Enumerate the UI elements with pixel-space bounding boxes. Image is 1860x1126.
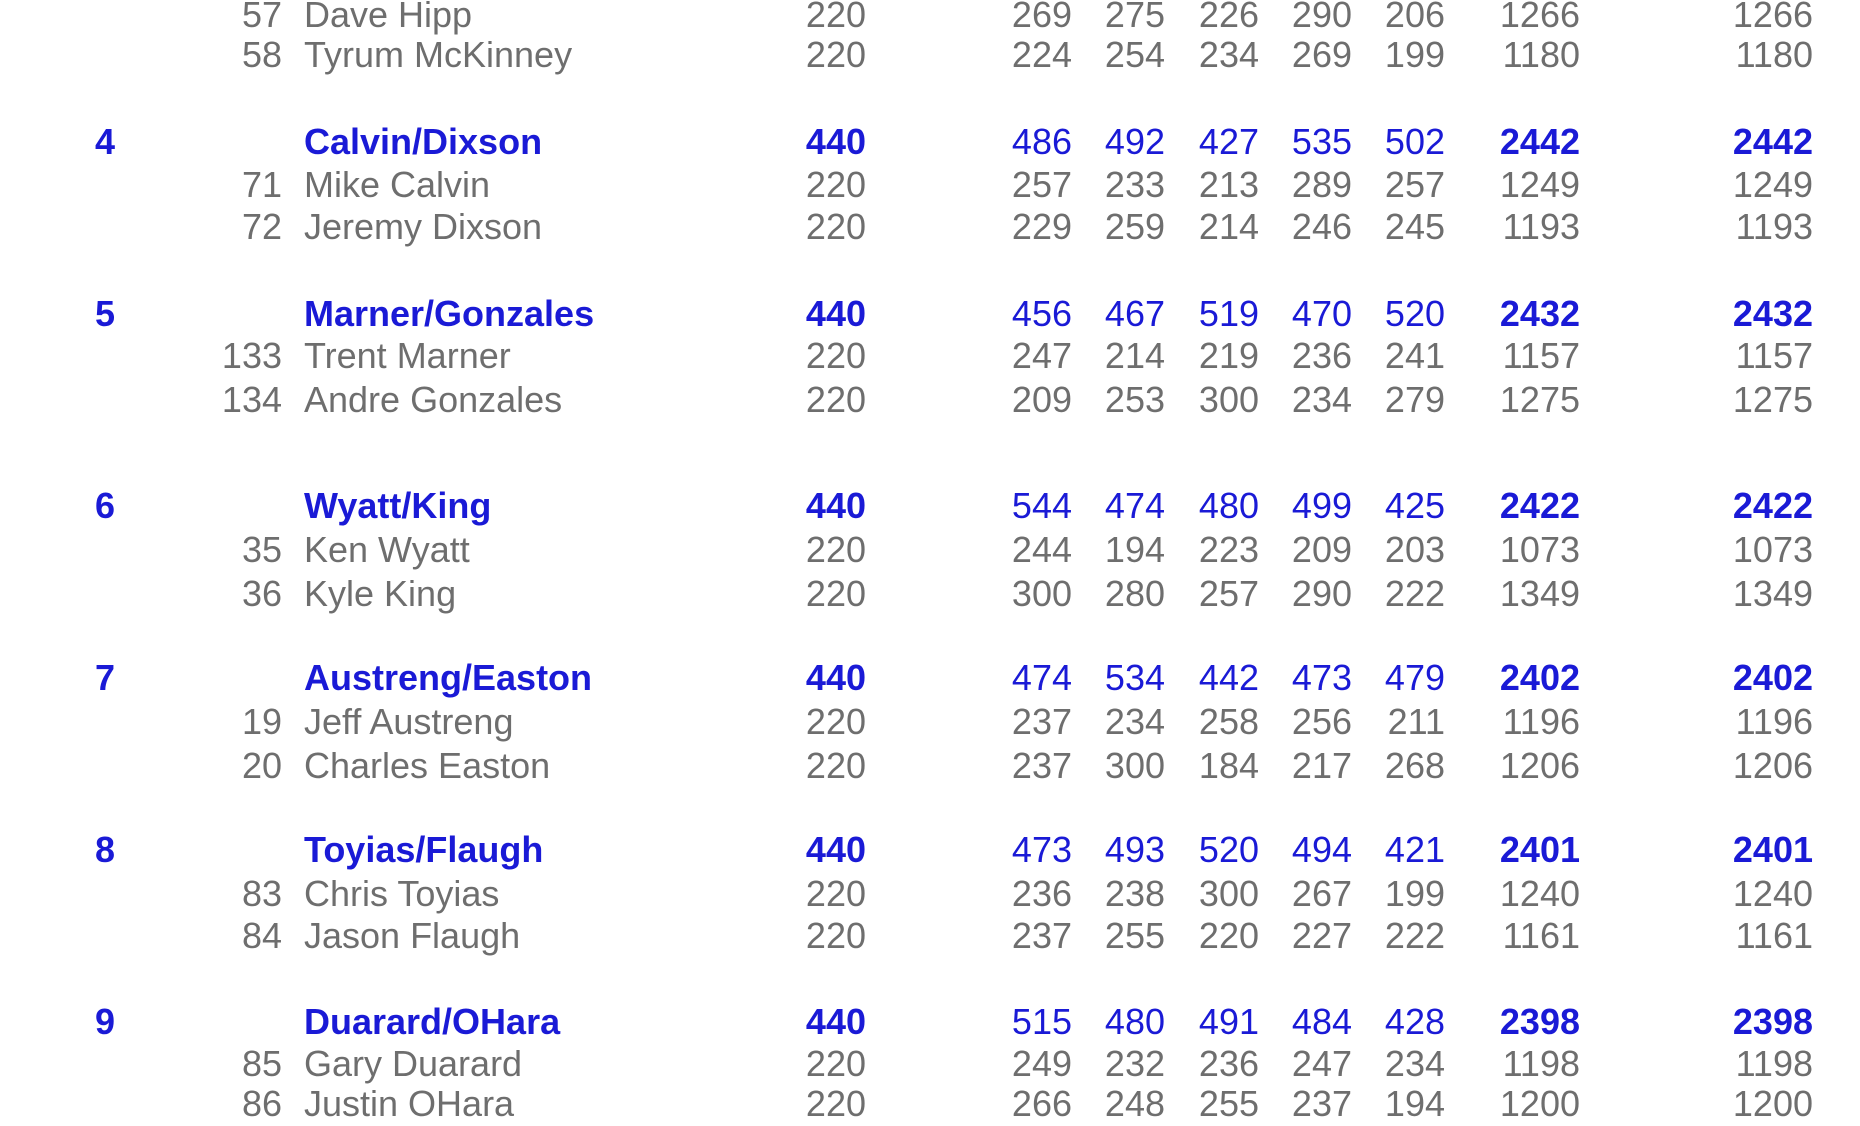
team-scratch-total: 2401 xyxy=(1499,829,1580,870)
game-3: 255 xyxy=(1198,1083,1259,1124)
game-5: 211 xyxy=(1387,701,1445,742)
bowler-number: 19 xyxy=(241,701,282,742)
game-3: 214 xyxy=(1198,206,1259,247)
game-3: 184 xyxy=(1198,745,1259,786)
handicap: 220 xyxy=(805,915,866,956)
bowler-name: Gary Duarard xyxy=(304,1043,523,1084)
game-1: 473 xyxy=(1011,829,1072,870)
bowler-name: Andre Gonzales xyxy=(304,379,563,420)
game-2: 480 xyxy=(1104,1001,1165,1042)
bowler-name: Mike Calvin xyxy=(304,164,491,205)
game-2: 492 xyxy=(1104,121,1165,162)
game-1: 237 xyxy=(1011,745,1072,786)
handicap-total: 1275 xyxy=(1732,379,1813,420)
game-4: 246 xyxy=(1291,206,1352,247)
game-5: 203 xyxy=(1384,529,1445,570)
scratch-total: 1161 xyxy=(1502,915,1580,956)
bowler-number: 85 xyxy=(241,1043,282,1084)
game-1: 236 xyxy=(1011,873,1072,914)
handicap-total: 1249 xyxy=(1732,164,1813,205)
scratch-total: 1206 xyxy=(1499,745,1580,786)
game-4: 227 xyxy=(1291,915,1352,956)
team-rank: 7 xyxy=(95,657,116,698)
bowler-name: Jason Flaugh xyxy=(304,915,521,956)
game-3: 427 xyxy=(1198,121,1259,162)
handicap: 220 xyxy=(805,701,866,742)
game-1: 300 xyxy=(1011,573,1072,614)
game-3: 480 xyxy=(1198,485,1259,526)
team-rank: 5 xyxy=(95,293,116,334)
game-2: 259 xyxy=(1104,206,1165,247)
game-2: 280 xyxy=(1104,573,1165,614)
game-4: 290 xyxy=(1291,573,1352,614)
team-row xyxy=(0,484,1860,528)
handicap: 220 xyxy=(805,1043,866,1084)
game-4: 269 xyxy=(1291,34,1352,75)
game-5: 425 xyxy=(1384,485,1445,526)
game-4: 484 xyxy=(1291,1001,1352,1042)
game-2: 534 xyxy=(1104,657,1165,698)
game-4: 209 xyxy=(1291,529,1352,570)
game-4: 470 xyxy=(1291,293,1352,334)
game-5: 279 xyxy=(1384,379,1445,420)
team-row xyxy=(0,1000,1860,1044)
bowler-name: Trent Marner xyxy=(304,335,511,376)
handicap: 220 xyxy=(805,164,866,205)
handicap: 220 xyxy=(805,873,866,914)
bowler-number: 57 xyxy=(241,0,282,35)
game-5: 194 xyxy=(1384,1083,1445,1124)
bowler-row xyxy=(0,744,1860,788)
bowler-row xyxy=(0,872,1860,916)
game-1: 266 xyxy=(1011,1083,1072,1124)
bowler-number: 35 xyxy=(241,529,282,570)
game-2: 233 xyxy=(1104,164,1165,205)
scratch-total: 1240 xyxy=(1499,873,1580,914)
team-handicap-total: 2401 xyxy=(1732,829,1813,870)
bowler-name: Jeremy Dixson xyxy=(304,206,543,247)
bowler-name: Jeff Austreng xyxy=(304,701,514,742)
handicap-total: 1200 xyxy=(1732,1083,1813,1124)
game-5: 206 xyxy=(1384,0,1445,35)
bowler-name: Kyle King xyxy=(304,573,457,614)
bowler-name: Charles Easton xyxy=(304,745,551,786)
handicap-total: 1161 xyxy=(1735,915,1813,956)
game-2: 232 xyxy=(1104,1043,1165,1084)
team-name: Calvin/Dixson xyxy=(304,121,543,162)
bowler-number: 20 xyxy=(241,745,282,786)
game-4: 234 xyxy=(1291,379,1352,420)
game-5: 502 xyxy=(1384,121,1445,162)
team-rank: 4 xyxy=(95,121,116,162)
game-4: 267 xyxy=(1291,873,1352,914)
bowler-number: 83 xyxy=(241,873,282,914)
game-1: 237 xyxy=(1011,701,1072,742)
handicap-total: 1073 xyxy=(1732,529,1813,570)
game-4: 237 xyxy=(1291,1083,1352,1124)
team-handicap: 440 xyxy=(805,121,866,162)
scratch-total: 1193 xyxy=(1502,206,1580,247)
bowler-number: 134 xyxy=(221,379,282,420)
handicap-total: 1240 xyxy=(1732,873,1813,914)
team-handicap: 440 xyxy=(805,829,866,870)
team-scratch-total: 2422 xyxy=(1499,485,1580,526)
game-5: 479 xyxy=(1384,657,1445,698)
game-4: 535 xyxy=(1291,121,1352,162)
game-2: 254 xyxy=(1104,34,1165,75)
game-1: 486 xyxy=(1011,121,1072,162)
bowler-row xyxy=(0,378,1860,422)
handicap: 220 xyxy=(805,0,866,35)
game-3: 442 xyxy=(1198,657,1259,698)
team-scratch-total: 2402 xyxy=(1499,657,1580,698)
game-5: 222 xyxy=(1384,915,1445,956)
team-handicap: 440 xyxy=(805,485,866,526)
game-2: 300 xyxy=(1104,745,1165,786)
bowler-name: Ken Wyatt xyxy=(304,529,470,570)
game-2: 275 xyxy=(1104,0,1165,35)
team-handicap-total: 2442 xyxy=(1732,121,1813,162)
bowler-name: Justin OHara xyxy=(304,1083,515,1124)
bowler-number: 86 xyxy=(241,1083,282,1124)
game-2: 474 xyxy=(1104,485,1165,526)
game-1: 237 xyxy=(1011,915,1072,956)
bowler-number: 36 xyxy=(241,573,282,614)
game-1: 209 xyxy=(1011,379,1072,420)
game-3: 520 xyxy=(1198,829,1259,870)
game-2: 467 xyxy=(1104,293,1165,334)
game-4: 499 xyxy=(1291,485,1352,526)
team-row xyxy=(0,292,1860,336)
handicap-total: 1266 xyxy=(1732,0,1813,35)
scratch-total: 1266 xyxy=(1499,0,1580,35)
handicap-total: 1157 xyxy=(1735,335,1813,376)
game-4: 217 xyxy=(1291,745,1352,786)
handicap-total: 1349 xyxy=(1732,573,1813,614)
handicap: 220 xyxy=(805,379,866,420)
team-name: Toyias/Flaugh xyxy=(304,829,544,870)
game-5: 268 xyxy=(1384,745,1445,786)
game-2: 255 xyxy=(1104,915,1165,956)
game-5: 257 xyxy=(1384,164,1445,205)
game-1: 224 xyxy=(1011,34,1072,75)
handicap: 220 xyxy=(805,335,866,376)
game-5: 245 xyxy=(1384,206,1445,247)
bowler-row xyxy=(0,1042,1860,1086)
handicap: 220 xyxy=(805,34,866,75)
game-3: 257 xyxy=(1198,573,1259,614)
bowler-number: 58 xyxy=(241,34,282,75)
bowler-row xyxy=(0,163,1860,207)
game-2: 493 xyxy=(1104,829,1165,870)
game-5: 520 xyxy=(1384,293,1445,334)
team-row xyxy=(0,828,1860,872)
game-3: 223 xyxy=(1198,529,1259,570)
game-1: 269 xyxy=(1011,0,1072,35)
bowler-row xyxy=(0,700,1860,744)
bowler-number: 72 xyxy=(241,206,282,247)
game-3: 300 xyxy=(1198,873,1259,914)
team-name: Duarard/OHara xyxy=(304,1001,561,1042)
team-handicap-total: 2422 xyxy=(1732,485,1813,526)
team-scratch-total: 2398 xyxy=(1499,1001,1580,1042)
bowler-row xyxy=(0,914,1860,958)
game-1: 544 xyxy=(1011,485,1072,526)
game-2: 214 xyxy=(1104,335,1165,376)
game-3: 258 xyxy=(1198,701,1259,742)
game-4: 236 xyxy=(1291,335,1352,376)
handicap: 220 xyxy=(805,1083,866,1124)
game-4: 473 xyxy=(1291,657,1352,698)
bowler-row xyxy=(0,0,1860,37)
team-name: Austreng/Easton xyxy=(304,657,593,698)
team-handicap-total: 2432 xyxy=(1732,293,1813,334)
game-3: 220 xyxy=(1198,915,1259,956)
game-1: 474 xyxy=(1011,657,1072,698)
handicap: 220 xyxy=(805,573,866,614)
bowler-row xyxy=(0,528,1860,572)
bowler-row xyxy=(0,33,1860,77)
handicap-total: 1193 xyxy=(1735,206,1813,247)
bowler-row xyxy=(0,572,1860,616)
bowler-row xyxy=(0,205,1860,249)
bowler-name: Dave Hipp xyxy=(304,0,473,35)
handicap-total: 1206 xyxy=(1732,745,1813,786)
game-2: 234 xyxy=(1104,701,1165,742)
team-handicap-total: 2402 xyxy=(1732,657,1813,698)
game-4: 494 xyxy=(1291,829,1352,870)
team-handicap: 440 xyxy=(805,1001,866,1042)
game-5: 199 xyxy=(1384,873,1445,914)
bowler-row xyxy=(0,334,1860,378)
game-5: 234 xyxy=(1384,1043,1445,1084)
team-name: Wyatt/King xyxy=(304,485,492,526)
game-5: 421 xyxy=(1384,829,1445,870)
game-2: 238 xyxy=(1104,873,1165,914)
game-5: 199 xyxy=(1384,34,1445,75)
bowler-number: 84 xyxy=(241,915,282,956)
team-rank: 6 xyxy=(95,485,116,526)
game-2: 194 xyxy=(1104,529,1165,570)
team-handicap: 440 xyxy=(805,657,866,698)
bowler-number: 71 xyxy=(241,164,282,205)
game-3: 213 xyxy=(1198,164,1259,205)
game-4: 256 xyxy=(1291,701,1352,742)
game-2: 253 xyxy=(1104,379,1165,420)
game-3: 519 xyxy=(1198,293,1259,334)
game-4: 290 xyxy=(1291,0,1352,35)
handicap: 220 xyxy=(805,206,866,247)
team-scratch-total: 2442 xyxy=(1499,121,1580,162)
scratch-total: 1249 xyxy=(1499,164,1580,205)
team-row xyxy=(0,656,1860,700)
game-1: 229 xyxy=(1011,206,1072,247)
scratch-total: 1198 xyxy=(1502,1043,1580,1084)
game-5: 241 xyxy=(1384,335,1445,376)
handicap: 220 xyxy=(805,745,866,786)
team-scratch-total: 2432 xyxy=(1499,293,1580,334)
scratch-total: 1275 xyxy=(1499,379,1580,420)
scratch-total: 1157 xyxy=(1502,335,1580,376)
game-3: 300 xyxy=(1198,379,1259,420)
scratch-total: 1073 xyxy=(1499,529,1580,570)
scratch-total: 1180 xyxy=(1502,34,1580,75)
handicap: 220 xyxy=(805,529,866,570)
team-handicap-total: 2398 xyxy=(1732,1001,1813,1042)
team-rank: 9 xyxy=(95,1001,116,1042)
game-1: 515 xyxy=(1011,1001,1072,1042)
bowler-row xyxy=(0,1082,1860,1126)
game-3: 226 xyxy=(1198,0,1259,35)
game-1: 249 xyxy=(1011,1043,1072,1084)
handicap-total: 1196 xyxy=(1735,701,1813,742)
game-5: 428 xyxy=(1384,1001,1445,1042)
team-rank: 8 xyxy=(95,829,116,870)
game-1: 247 xyxy=(1011,335,1072,376)
game-5: 222 xyxy=(1384,573,1445,614)
scratch-total: 1349 xyxy=(1499,573,1580,614)
scratch-total: 1200 xyxy=(1499,1083,1580,1124)
game-2: 248 xyxy=(1104,1083,1165,1124)
team-name: Marner/Gonzales xyxy=(304,293,595,334)
game-1: 244 xyxy=(1011,529,1072,570)
game-3: 219 xyxy=(1198,335,1259,376)
bowler-name: Tyrum McKinney xyxy=(304,34,573,75)
game-1: 456 xyxy=(1011,293,1072,334)
game-3: 234 xyxy=(1198,34,1259,75)
team-handicap: 440 xyxy=(805,293,866,334)
game-3: 491 xyxy=(1198,1001,1259,1042)
game-4: 247 xyxy=(1291,1043,1352,1084)
game-4: 289 xyxy=(1291,164,1352,205)
team-row xyxy=(0,120,1860,164)
game-1: 257 xyxy=(1011,164,1072,205)
bowler-number: 133 xyxy=(221,335,282,376)
scratch-total: 1196 xyxy=(1502,701,1580,742)
bowler-name: Chris Toyias xyxy=(304,873,500,914)
game-3: 236 xyxy=(1198,1043,1259,1084)
handicap-total: 1180 xyxy=(1735,34,1813,75)
handicap-total: 1198 xyxy=(1735,1043,1813,1084)
